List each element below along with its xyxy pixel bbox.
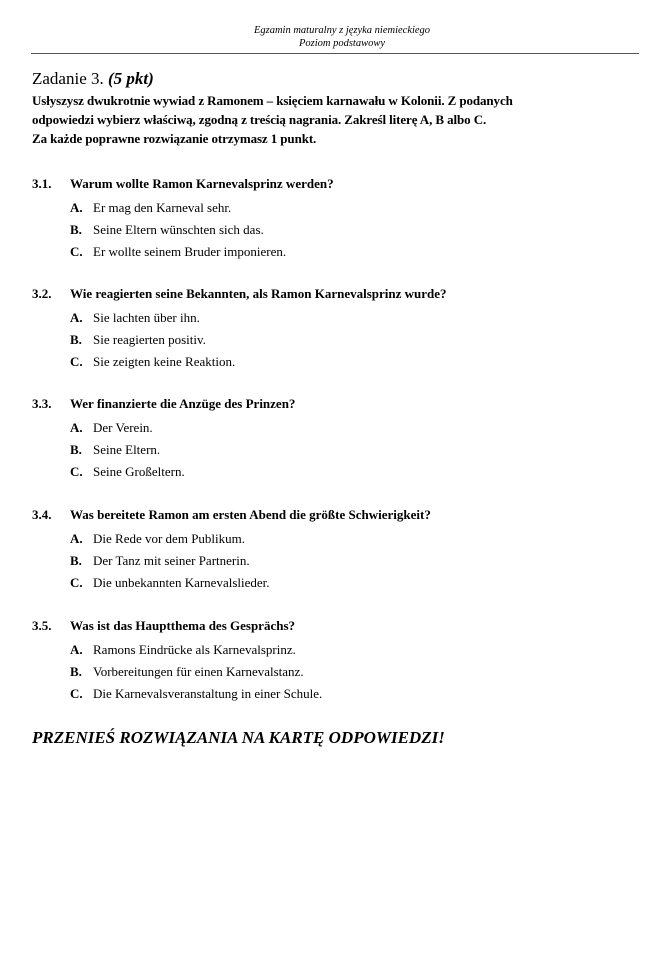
question-text: Was ist das Hauptthema des Gesprächs?: [70, 618, 295, 633]
option-b[interactable]: [70, 329, 632, 351]
option-letter: C.: [70, 464, 83, 479]
option-letter: C.: [70, 575, 83, 590]
question-heading: [32, 395, 632, 413]
question-3-4: [32, 506, 632, 594]
transfer-answers-note: PRZENIEŚ ROZWIĄZANIA NA KARTĘ ODPOWIEDZI!: [32, 728, 445, 747]
option-letter: A.: [70, 420, 83, 435]
option-letter: A.: [70, 642, 83, 657]
option-b[interactable]: [70, 661, 632, 683]
question-number: 3.4.: [32, 507, 52, 522]
option-c[interactable]: [70, 351, 632, 373]
option-a[interactable]: [70, 528, 632, 550]
instruction-line: odpowiedzi wybierz właściwą, zgodną z treścią nagrania. Zakreśl literę A, B albo C.: [32, 112, 487, 127]
header-divider: [31, 53, 639, 54]
question-number: 3.1.: [32, 176, 52, 191]
option-a[interactable]: [70, 197, 632, 219]
task-points: (5 pkt): [108, 69, 154, 88]
option-text: Der Tanz mit seiner Partnerin.: [93, 553, 250, 568]
answer-options: [70, 528, 632, 594]
option-letter: A.: [70, 310, 83, 325]
instruction-line: Za każde poprawne rozwiązanie otrzymasz 1 punkt.: [32, 131, 317, 146]
option-c[interactable]: [70, 572, 632, 594]
question-number: 3.5.: [32, 618, 52, 633]
page-header: [0, 24, 664, 50]
option-text: Die unbekannten Karnevalslieder.: [93, 575, 270, 590]
option-text: Sie zeigten keine Reaktion.: [93, 354, 236, 369]
option-text: Seine Großeltern.: [93, 464, 185, 479]
option-letter: B.: [70, 332, 82, 347]
exam-title: Egzamin maturalny z języka niemieckiego: [253, 25, 431, 36]
question-heading: [32, 285, 632, 303]
option-text: Die Karnevalsveranstaltung in einer Schule.: [93, 686, 323, 701]
option-letter: B.: [70, 222, 82, 237]
option-letter: B.: [70, 664, 82, 679]
option-text: Vorbereitungen für einen Karnevalstanz.: [93, 664, 304, 679]
task-heading: [32, 69, 154, 89]
task-instructions: [32, 91, 642, 148]
option-text: Seine Eltern.: [93, 442, 161, 457]
task-title: Zadanie 3.: [32, 69, 104, 88]
option-a[interactable]: [70, 417, 632, 439]
question-heading: [32, 506, 632, 524]
option-b[interactable]: [70, 550, 632, 572]
option-text: Sie lachten über ihn.: [93, 310, 200, 325]
question-3-3: [32, 395, 632, 483]
option-letter: A.: [70, 531, 83, 546]
question-3-1: [32, 175, 632, 263]
option-c[interactable]: [70, 241, 632, 263]
question-text: Wie reagierten seine Bekannten, als Ramon Karnevalsprinz wurde?: [70, 286, 447, 301]
question-heading: [32, 617, 632, 635]
option-c[interactable]: [70, 683, 632, 705]
option-a[interactable]: [70, 639, 632, 661]
option-text: Sie reagierten positiv.: [93, 332, 206, 347]
answer-options: [70, 197, 632, 263]
question-number: 3.3.: [32, 396, 52, 411]
question-text: Was bereitete Ramon am ersten Abend die größte Schwierigkeit?: [70, 507, 431, 522]
option-text: Die Rede vor dem Publikum.: [93, 531, 246, 546]
question-text: Warum wollte Ramon Karnevalsprinz werden?: [70, 176, 334, 191]
option-letter: C.: [70, 354, 83, 369]
question-3-2: [32, 285, 632, 373]
option-a[interactable]: [70, 307, 632, 329]
answer-options: [70, 639, 632, 705]
exam-level: Poziom podstawowy: [298, 38, 386, 49]
answer-options: [70, 307, 632, 373]
option-letter: B.: [70, 553, 82, 568]
question-text: Wer finanzierte die Anzüge des Prinzen?: [70, 396, 296, 411]
instruction-line: Usłyszysz dwukrotnie wywiad z Ramonem – księciem karnawału w Kolonii. Z podanych: [32, 93, 513, 108]
option-text: Er mag den Karneval sehr.: [93, 200, 232, 215]
question-3-5: [32, 617, 632, 705]
option-b[interactable]: [70, 219, 632, 241]
option-b[interactable]: [70, 439, 632, 461]
option-text: Er wollte seinem Bruder imponieren.: [93, 244, 287, 259]
option-letter: B.: [70, 442, 82, 457]
option-letter: A.: [70, 200, 83, 215]
option-letter: C.: [70, 686, 83, 701]
question-heading: [32, 175, 632, 193]
option-text: Ramons Eindrücke als Karnevalsprinz.: [93, 642, 296, 657]
option-text: Seine Eltern wünschten sich das.: [93, 222, 264, 237]
answer-options: [70, 417, 632, 483]
question-number: 3.2.: [32, 286, 52, 301]
option-letter: C.: [70, 244, 83, 259]
option-c[interactable]: [70, 461, 632, 483]
option-text: Der Verein.: [93, 420, 153, 435]
